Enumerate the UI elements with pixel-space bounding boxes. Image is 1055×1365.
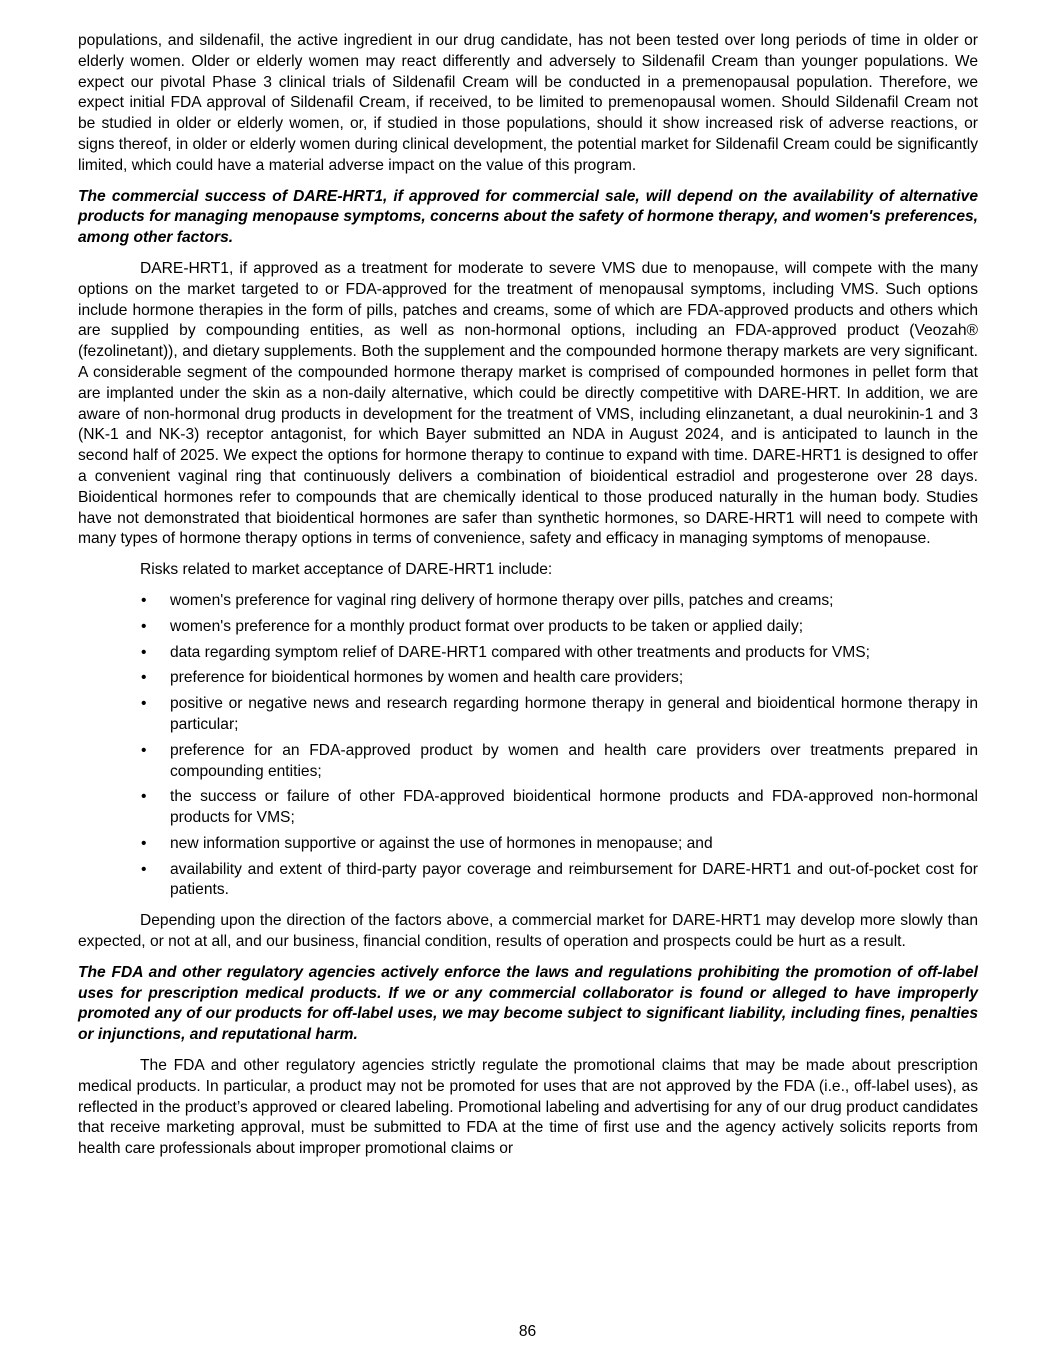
list-item bbox=[78, 591, 978, 612]
list-item-text: positive or negative news and research regarding hormone therapy in general and bioidentical hormone therapy in particular; bbox=[170, 695, 978, 733]
list-item bbox=[78, 643, 978, 664]
list-item-text: preference for bioidentical hormones by women and health care providers; bbox=[170, 669, 684, 687]
paragraph-fda-promotion: The FDA and other regulatory agencies strictly regulate the promotional claims that may be made about prescription medical products. In particular, a product may not be promoted for uses that are not approved by the FDA (i.e., off-label uses), as reflected in the product’s approved or cleared labeling. Promotional labeling and advertising for any of our drug product candidates that receive marketing approval, must be submitted to FDA at the time of first use and the agency actively solicits reports from health care professionals about improper promotional claims or bbox=[78, 1057, 978, 1158]
paragraph-hrt1-competition: DARE-HRT1, if approved as a treatment for moderate to severe VMS due to menopause, will compete with the many options on the market targeted to or FDA-approved for the treatment of menopausal symptoms, including VMS. Such options include hormone therapies in the form of pills, patches and creams, some of which are FDA-approved products and others which are supplied by compounding entities, as well as non-hormonal options, including an FDA-approved product (Veozah® (fezolinetant)), and dietary supplements. Both the supplement and the compounded hormone therapy markets are very significant. A considerable segment of the compounded hormone therapy market is comprised of compounded hormones in pellet form that are implanted under the skin as a non-daily alternative, which could be directly competitive with DARE-HRT. In addition, we are aware of non-hormonal drug products in development for the treatment of VMS, including elinzanetant, a dual neurokinin-1 and 3 (NK-1 and NK-3) receptor antagonist, for which Bayer submitted an NDA in August 2024, and is anticipated to launch in the second half of 2025. We expect the options for hormone therapy to continue to expand with time. DARE-HRT1 is designed to offer a convenient vaginal ring that continuously delivers a combination of bioidentical estradiol and progesterone over 28 days. Bioidentical hormones refer to compounds that are chemically identical to those produced naturally in the human body. Studies have not demonstrated that bioidentical hormones are safer than synthetic hormones, so DARE-HRT1 will need to compete with many types of hormone therapy options in terms of convenience, safety and efficacy in managing symptoms of menopause. bbox=[78, 259, 978, 548]
list-item-text: data regarding symptom relief of DARE-HRT1 compared with other treatments and products for VMS; bbox=[170, 643, 870, 661]
paragraph-market-outlook: Depending upon the direction of the factors above, a commercial market for DARE-HRT1 may develop more slowly than expected, or not at all, and our business, financial condition, results of operation and prospects could be hurt as a result. bbox=[78, 912, 978, 951]
bullet-icon: • bbox=[141, 669, 147, 687]
list-item bbox=[78, 694, 978, 736]
list-item bbox=[78, 834, 978, 855]
bullet-icon: • bbox=[141, 741, 147, 759]
list-item-text: women's preference for vaginal ring delivery of hormone therapy over pills, patches and creams; bbox=[170, 591, 834, 609]
bullet-icon: • bbox=[141, 591, 147, 609]
bullet-icon: • bbox=[141, 617, 147, 635]
paragraph-risks-intro: Risks related to market acceptance of DARE-HRT1 include: bbox=[140, 561, 553, 579]
bullet-icon: • bbox=[141, 860, 147, 878]
page-number: 86 bbox=[518, 1323, 537, 1340]
list-item-text: new information supportive or against the use of hormones in menopause; and bbox=[170, 834, 713, 852]
list-item-text: availability and extent of third-party payor coverage and reimbursement for DARE-HRT1 and out-of-pocket cost for patients. bbox=[170, 860, 978, 899]
risk-list bbox=[78, 591, 978, 901]
list-item bbox=[78, 741, 978, 783]
list-item bbox=[78, 860, 978, 902]
section-heading-hrt1: The commercial success of DARE-HRT1, if approved for commercial sale, will depend on the availability of alternative products for managing menopause symptoms, concerns about the safety of hormone therapy, and women's preferences, among other factors. bbox=[78, 187, 978, 247]
bullet-icon: • bbox=[141, 834, 147, 852]
list-item-text: the success or failure of other FDA-approved bioidentical hormone products and FDA-approved non-hormonal products for VMS; bbox=[170, 788, 978, 827]
list-item-text: preference for an FDA-approved product by women and health care providers over treatments prepared in compounding entities; bbox=[170, 741, 978, 780]
list-item bbox=[78, 617, 978, 638]
bullet-icon: • bbox=[141, 788, 147, 806]
section-heading-off-label: The FDA and other regulatory agencies actively enforce the laws and regulations prohibiting the promotion of off-label uses for prescription medical products. If we or any commercial collaborator is found or alleged to have improperly promoted any of our products for off-label uses, we may become subject to significant liability, including fines, penalties or injunctions, and reputational harm. bbox=[78, 963, 978, 1044]
list-item bbox=[78, 668, 978, 689]
bullet-icon: • bbox=[141, 643, 147, 661]
list-item bbox=[78, 787, 978, 829]
paragraph-continued: populations, and sildenafil, the active ingredient in our drug candidate, has not been tested over long periods of time in older or elderly women. Older or elderly women may react differently and adversely to Sildenafil Cream than younger populations. We expect our pivotal Phase 3 clinical trials of Sildenafil Cream will be conducted in a premenopausal population. Therefore, we expect initial FDA approval of Sildenafil Cream, if received, to be limited to premenopausal women. Should Sildenafil Cream not be studied in older or elderly women, or, if studied in those populations, should it show increased risk of adverse reactions, or signs thereof, in older or elderly women during clinical development, the potential market for Sildenafil Cream could be significantly limited, which could have a material adverse impact on the value of this program. bbox=[78, 32, 978, 174]
list-item-text: women's preference for a monthly product format over products to be taken or applied daily; bbox=[170, 617, 804, 635]
bullet-icon: • bbox=[141, 695, 147, 713]
document-body bbox=[78, 31, 978, 1170]
